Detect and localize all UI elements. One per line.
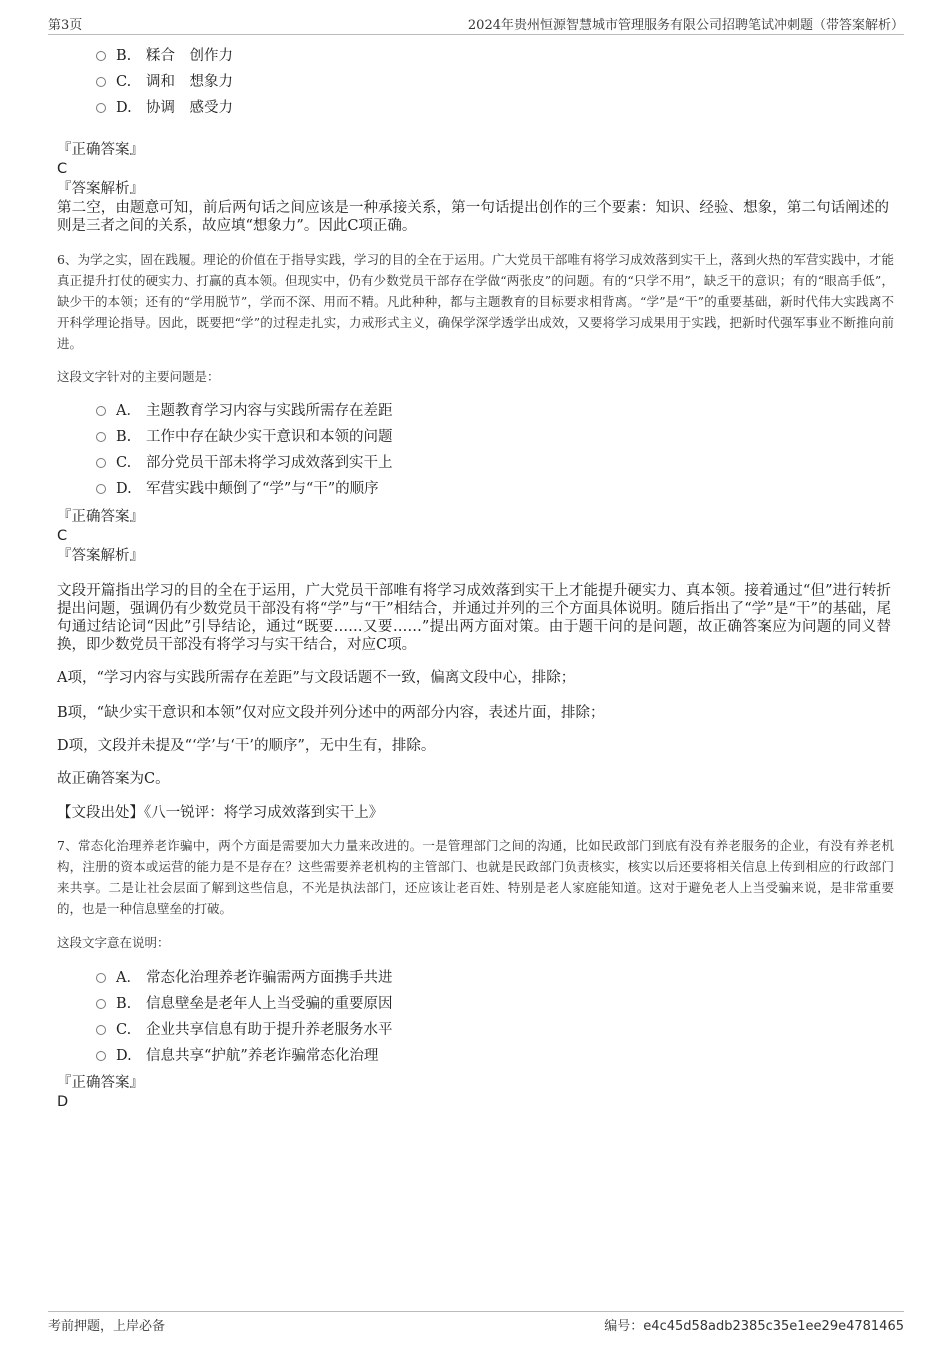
- q6-option-a[interactable]: A． 主题教育学习内容与实践所需存在差距: [96, 398, 393, 424]
- q7-answer: D: [57, 1094, 69, 1110]
- q7-option-d[interactable]: D. 信息共享“护航”养老诈骗常态化治理: [96, 1043, 393, 1069]
- q5-option-d[interactable]: D. 协调 感受力: [96, 95, 233, 121]
- q6-prompt: 这段文字针对的主要问题是：: [57, 369, 220, 384]
- radio-icon[interactable]: [96, 458, 106, 468]
- q6-analysis-main: 文段开篇指出学习的目的全在于运用，广大党员干部唯有将学习成效落到实干上才能提升硬实力、真本领。接着通过“但”进行转折提出问题，强调仍有少数党员干部没有将“学”与“干”相结合，并通过并列的三个方面具体说明。随后指出了“学”是“干”的基础，尾句通过结论词“因此”引导结论，通过“既要……又要……”提出两方面对策。由于题干问的是问题，故正确答案应为问题的同义替换，即少数党员干部没有将学习与实干结合，对应C项。: [57, 583, 891, 653]
- q7-option-a[interactable]: A． 常态化治理养老诈骗需两方面携手共进: [96, 965, 393, 991]
- q7-prompt: 这段文字意在说明：: [57, 935, 170, 950]
- q5-option-c[interactable]: C. 调和 想象力: [96, 69, 233, 95]
- q6-options: [96, 398, 393, 502]
- q6-analysis-label: 『答案解析』: [57, 548, 144, 564]
- radio-icon[interactable]: [96, 77, 106, 87]
- q6-option-d[interactable]: D. 军营实践中颠倒了“学”与“干”的顺序: [96, 476, 393, 502]
- q5-analysis: 第二空，由题意可知，前后两句话之间应该是一种承接关系，第一句话提出创作的三个要素：知识、经验、想象，第二句话阐述的则是三者之间的关系，故应填“想象力”。因此C项正确。: [57, 200, 889, 234]
- page-footer: [48, 1311, 904, 1334]
- page-header: [48, 14, 904, 35]
- q5-answer: C: [57, 161, 68, 177]
- q6-analysis-option-b: B项，“缺少实干意识和本领”仅对应文段并列分述中的两部分内容，表述片面，排除；: [57, 705, 605, 721]
- q5-options: [96, 43, 233, 121]
- q7-question-text: 7、常态化治理养老诈骗中，两个方面是需要加大力量来改进的。一是管理部门之间的沟通，比如民政部门到底有没有养老服务的企业，有没有养老机构，注册的资本或运营的能力是不是存在？这些需要养老机构的主管部门、也就是民政部门负责核实，核实以后还要将相关信息上传到相应的行政部门来共享。二是让社会层面了解到这些信息，不光是执法部门，还应该让老百姓、特别是老人家庭能知道。这对于避免老人上当受骗来说，是非常重要的，也是一种信息壁垒的打破。: [57, 838, 894, 916]
- q7-option-c[interactable]: C. 企业共享信息有助于提升养老服务水平: [96, 1017, 393, 1043]
- page-number: 第3页: [48, 18, 83, 33]
- footer-slogan: 考前押题，上岸必备: [48, 1319, 166, 1334]
- radio-icon[interactable]: [96, 1051, 106, 1061]
- q5-option-b[interactable]: B. 糅合 创作力: [96, 43, 233, 69]
- q6-analysis-conclusion: 故正确答案为C。: [57, 771, 170, 787]
- q6-analysis-option-d: D项，文段并未提及“‘学’与‘干’的顺序”，无中生有，排除。: [57, 738, 436, 754]
- radio-icon[interactable]: [96, 406, 106, 416]
- q5-analysis-label: 『答案解析』: [57, 181, 144, 197]
- radio-icon[interactable]: [96, 103, 106, 113]
- q6-question-text: 6、为学之实，固在践履。理论的价值在于指导实践，学习的目的全在于运用。广大党员干部唯有将学习成效落到实干上，落到火热的军营实践中，才能真正提升打仗的硬实力、打赢的真本领。但现实中，仍有少数党员干部存在学做“两张皮”的问题。有的“只学不用”，缺乏干的意识；有的“眼高手低”，缺少干的本领；还有的“学用脱节”，学而不深、用而不精。凡此种种，都与主题教育的目标要求相背离。“学”是“干”的重要基础，新时代伟大实践离不开科学理论指导。因此，既要把“学”的过程走扎实，力戒形式主义，确保学深学透学出成效，又要将学习成果用于实践，把新时代强军事业不断推向前进。: [57, 252, 894, 351]
- radio-icon[interactable]: [96, 51, 106, 61]
- radio-icon[interactable]: [96, 1025, 106, 1035]
- q6-source: 【文段出处】《八一锐评：将学习成效落到实干上》: [57, 805, 384, 821]
- q7-option-b[interactable]: B. 信息壁垒是老年人上当受骗的重要原因: [96, 991, 393, 1017]
- q6-answer-label: 『正确答案』: [57, 509, 144, 525]
- q7-options: [96, 965, 393, 1069]
- document-code: 编号：e4c45d58adb2385c35e1ee29e4781465: [604, 1319, 904, 1334]
- q6-answer: C: [57, 528, 68, 544]
- radio-icon[interactable]: [96, 484, 106, 494]
- q6-option-b[interactable]: B. 工作中存在缺少实干意识和本领的问题: [96, 424, 393, 450]
- document-title: 2024年贵州恒源智慧城市管理服务有限公司招聘笔试冲刺题（带答案解析）: [467, 18, 904, 33]
- radio-icon[interactable]: [96, 999, 106, 1009]
- q7-answer-label: 『正确答案』: [57, 1075, 144, 1091]
- q5-answer-label: 『正确答案』: [57, 142, 144, 158]
- q6-analysis-option-a: A项，“学习内容与实践所需存在差距”与文段话题不一致，偏离文段中心，排除；: [57, 670, 576, 686]
- q6-option-c[interactable]: C. 部分党员干部未将学习成效落到实干上: [96, 450, 393, 476]
- radio-icon[interactable]: [96, 973, 106, 983]
- radio-icon[interactable]: [96, 432, 106, 442]
